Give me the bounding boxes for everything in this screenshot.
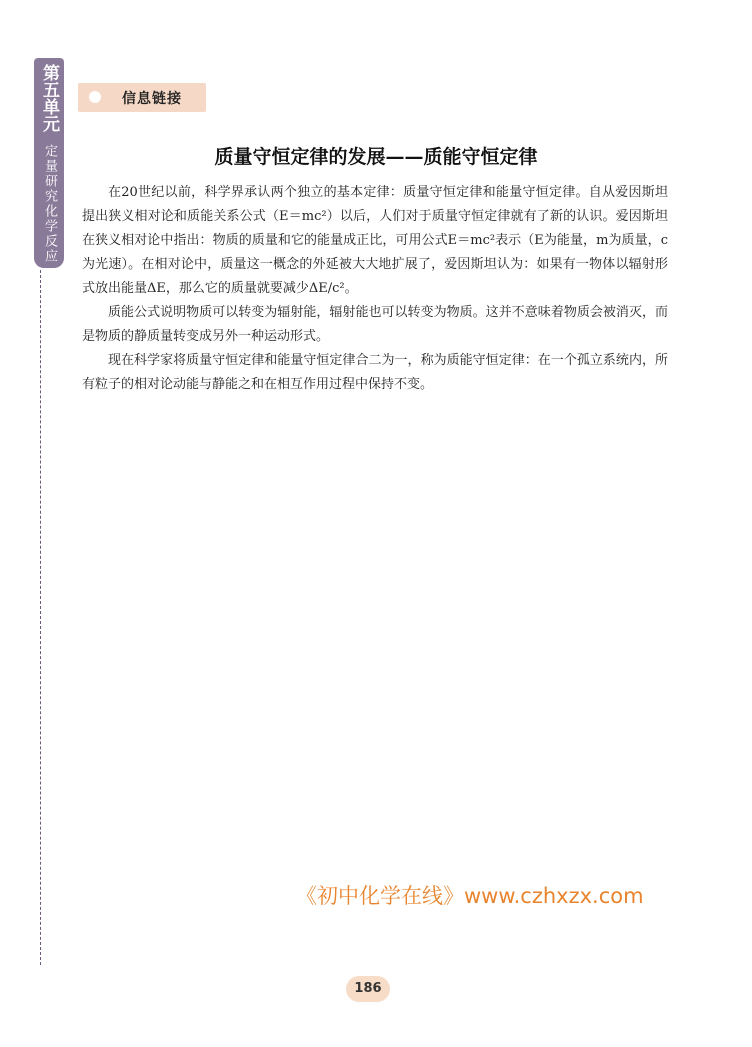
unit-side-tab — [34, 58, 64, 268]
unit-number: 第五单元 — [39, 64, 59, 132]
section-tag-label: 信息链接 — [122, 91, 182, 107]
unit-title: 定量研究化学反应 — [42, 144, 57, 264]
paragraph: 在20世纪以前，科学界承认两个独立的基本定律：质量守恒定律和能量守恒定律。自从爱因斯坦提出狭义相对论和质能关系公式（E＝mc²）以后，人们对于质量守恒定律就有了新的认识。爱因斯坦在狭义相对论中指出：物质的质量和它的能量成正比，可用公式E＝mc²表示（E为能量，m为质量，c为光速）。在相对论中，质量这一概念的外延被大大地扩展了，爱因斯坦认为：如果有一物体以辐射形式放出能量ΔE，那么它的质量就要减少ΔE/c²。 — [82, 185, 668, 296]
article-body — [82, 181, 668, 397]
page-number: 186 — [346, 976, 390, 1002]
paragraph: 现在科学家将质量守恒定律和能量守恒定律合二为一，称为质能守恒定律：在一个孤立系统内，所有粒子的相对论动能与静能之和在相互作用过程中保持不变。 — [82, 353, 668, 392]
paragraph: 质能公式说明物质可以转变为辐射能，辐射能也可以转变为物质。这并不意味着物质会被消灭，而是物质的静质量转变成另外一种运动形式。 — [82, 305, 668, 344]
watermark: 《初中化学在线》www.czhxzx.com — [296, 884, 644, 908]
margin-dashed-line — [40, 270, 41, 965]
section-tag — [78, 83, 206, 112]
article-title: 质量守恒定律的发展——质能守恒定律 — [214, 146, 538, 168]
dot-icon — [89, 91, 101, 103]
